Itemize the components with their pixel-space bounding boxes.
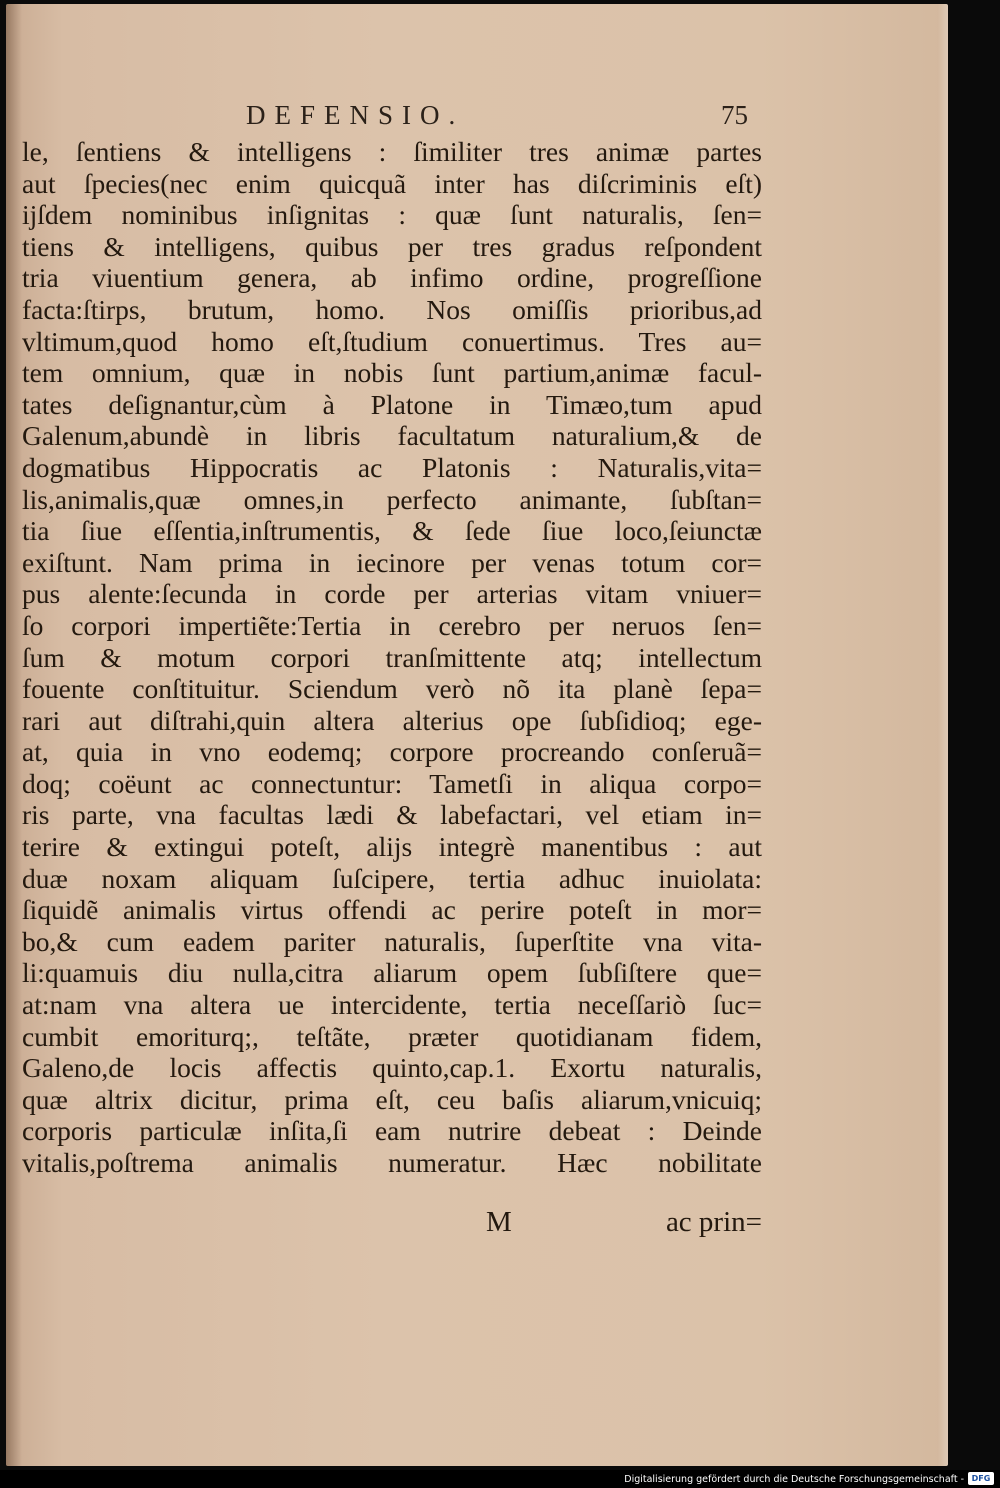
text-line: fouente conſtituitur. Sciendum verò nõ ita planè ſepa= <box>22 673 762 705</box>
text-line: doq; coëunt ac connectuntur: Tametſi in aliqua corpo= <box>22 767 762 799</box>
text-line: tiens & intelligens, quibus per tres gradus reſpondent <box>22 230 762 262</box>
page-number: 75 <box>721 100 748 130</box>
text-line: aut ſpecies(nec enim quicquã inter has diſcriminis eſt) <box>22 167 762 199</box>
text-line: facta:ſtirps, brutum, homo. Nos omiſſis prioribus,ad <box>22 293 762 325</box>
text-line: duæ noxam aliquam ſuſcipere, tertia adhuc inuiolata: <box>22 862 762 894</box>
text-line: corporis particulæ inſita,ſi eam nutrire debeat : Deinde <box>22 1115 762 1147</box>
text-line: rari aut diſtrahi,quin altera alterius ope ſubſidioq; ege- <box>22 704 762 736</box>
text-line: ſiquidẽ animalis virtus offendi ac perire poteſt in mor= <box>22 894 762 926</box>
text-line: tem omnium, quæ in nobis ſunt partium,animæ facul- <box>22 357 762 389</box>
text-line: pus alente:ſecunda in corde per arterias vitam vniuer= <box>22 578 762 610</box>
text-line: terire & extingui poteſt, alijs integrè manentibus : aut <box>22 831 762 863</box>
text-line: exiſtunt. Nam prima in iecinore per venas totum cor= <box>22 546 762 578</box>
text-line: lis,animalis,quæ omnes,in perfecto animante, ſubſtan= <box>22 483 762 515</box>
text-line: at:nam vna altera ue intercidente, tertia neceſſariò ſuc= <box>22 989 762 1021</box>
text-line: tia ſiue eſſentia,inſtrumentis, & ſede ſiue loco,ſeiunctæ <box>22 515 762 547</box>
text-line: vltimum,quod homo eſt,ſtudium conuertimus. Tres au= <box>22 325 762 357</box>
signature-mark: M <box>486 1206 512 1238</box>
catchword: ac prin= <box>665 1206 762 1238</box>
text-line: ſum & motum corpori tranſmittente atq; intellectum <box>22 641 762 673</box>
text-line: tria viuentium genera, ab infimo ordine, progreſſione <box>22 262 762 294</box>
text-line: quæ altrix dicitur, prima eſt, ceu baſis aliarum,vnicuiq; <box>22 1083 762 1115</box>
text-line: le, ſentiens & intelligens : ſimiliter tres animæ partes <box>22 136 762 167</box>
text-line: at, quia in vno eodemq; corpore procreando conſeruã= <box>22 736 762 768</box>
text-line: Galenum,abundè in libris facultatum naturalium,& de <box>22 420 762 452</box>
text-line: li:quamuis diu nulla,citra aliarum opem ſubſiſtere que= <box>22 957 762 989</box>
text-line: dogmatibus Hippocratis ac Platonis : Naturalis,vita= <box>22 451 762 483</box>
text-line: Galeno,de locis affectis quinto,cap.1. Exortu naturalis, <box>22 1052 762 1084</box>
text-line: tates deſignantur,cùm à Platone in Timæo,tum apud <box>22 388 762 420</box>
text-line: bo,& cum eadem pariter naturalis, ſuperſtite vna vita- <box>22 925 762 957</box>
text-line: ijſdem nominibus inſignitas : quæ ſunt naturalis, ſen= <box>22 199 762 231</box>
funding-note: Digitalisierung gefördert durch die Deutsche Forschungsgemeinschaft - <box>624 1474 964 1485</box>
dfg-logo: DFG <box>968 1472 994 1485</box>
text-line: ris parte, vna facultas lædi & labefactari, vel etiam in= <box>22 799 762 831</box>
text-line: cumbit emoriturq;, teſtãte, præter quotidianam fidem, <box>22 1020 762 1052</box>
text-line: ſo corpori impertiẽte:Tertia in cerebro per neruos ſen= <box>22 609 762 641</box>
body-text <box>22 136 762 1179</box>
book-page <box>6 4 948 1466</box>
text-line: vitalis,poſtrema animalis numeratur. Hæc nobilitate <box>22 1147 762 1178</box>
running-head: DEFENSIO. <box>246 100 465 130</box>
